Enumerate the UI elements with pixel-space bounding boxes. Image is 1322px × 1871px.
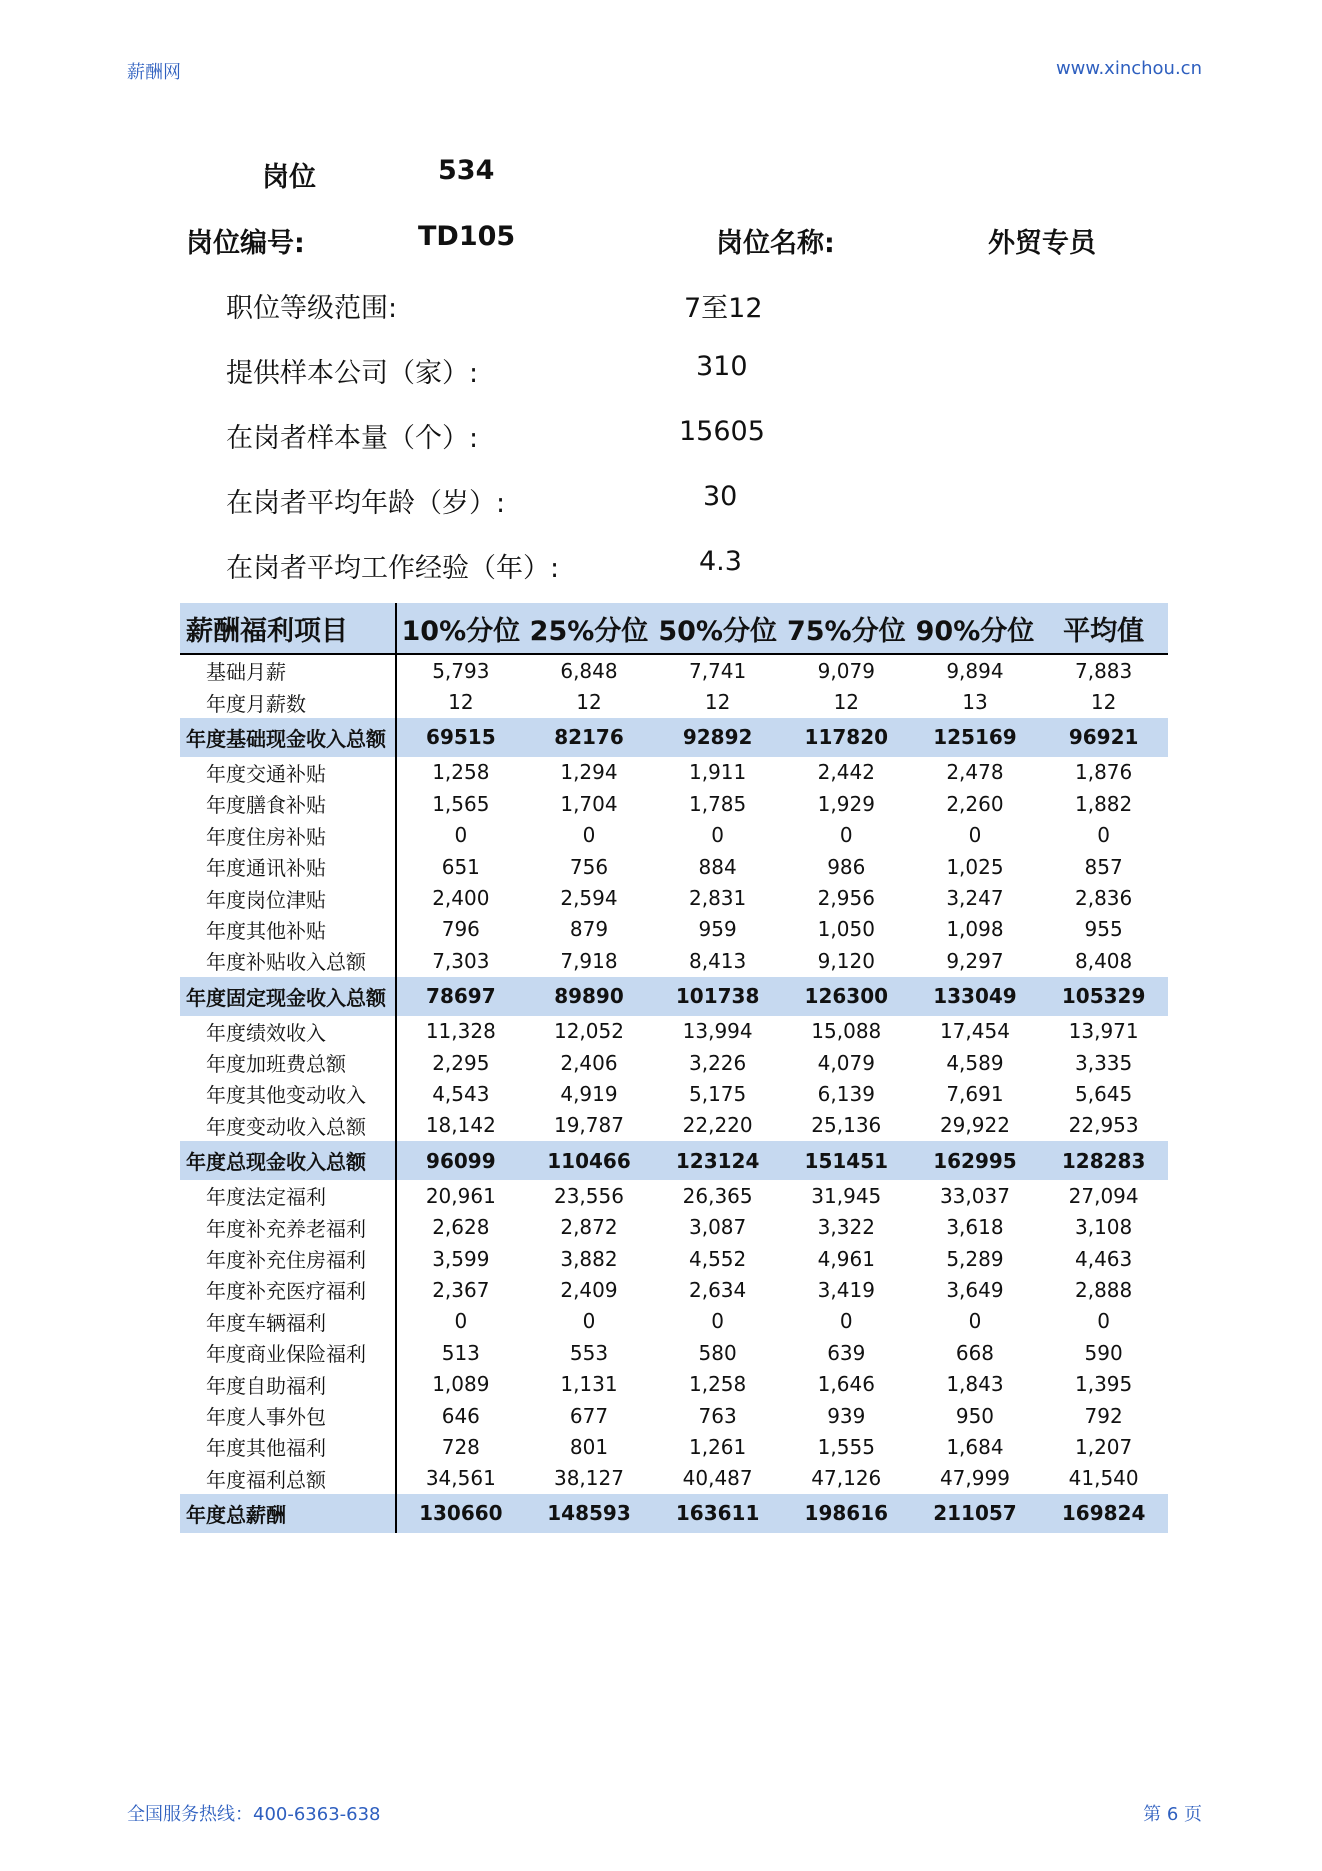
table-cell: 1,025 <box>946 854 1004 879</box>
table-cell: 2,409 <box>560 1277 618 1302</box>
table-cell: 857 <box>1084 854 1123 879</box>
table-cell: 5,645 <box>1075 1081 1133 1106</box>
average-age-value: 30 <box>703 481 738 512</box>
table-cell: 801 <box>569 1434 609 1459</box>
table-cell: 8,408 <box>1075 948 1133 973</box>
table-cell: 5,175 <box>689 1081 747 1106</box>
table-cell: 5,793 <box>432 658 490 683</box>
row-label: 年度月薪数 <box>180 686 396 717</box>
table-cell: 130660 <box>396 1494 525 1533</box>
table-cell: 950 <box>955 1403 995 1428</box>
table-cell: 1,294 <box>560 760 618 785</box>
average-age-label: 在岗者平均年龄（岁）: <box>226 488 506 519</box>
table-summary-row <box>180 718 1168 757</box>
table-cell: 6,848 <box>560 658 618 683</box>
table-summary-row <box>180 977 1168 1016</box>
service-hotline: 全国服务热线：400-6363-638 <box>127 1804 381 1825</box>
row-label: 年度福利总额 <box>180 1463 396 1494</box>
table-cell: 1,929 <box>817 791 875 816</box>
table-cell: 163611 <box>653 1494 782 1533</box>
table-body <box>180 654 1168 1533</box>
site-url[interactable]: www.xinchou.cn <box>1055 58 1202 79</box>
table-cell: 2,442 <box>817 760 875 785</box>
table-cell: 3,419 <box>817 1277 875 1302</box>
table-cell: 4,961 <box>817 1246 875 1271</box>
site-name: 薪酬网 <box>127 62 181 83</box>
table-cell: 7,741 <box>689 658 747 683</box>
row-label: 年度加班费总额 <box>180 1047 396 1078</box>
table-row <box>180 1110 1168 1141</box>
table-row <box>180 820 1168 851</box>
table-cell: 2,260 <box>946 791 1004 816</box>
table-row <box>180 1400 1168 1431</box>
table-cell: 0 <box>454 1309 468 1334</box>
table-cell: 3,226 <box>689 1050 747 1075</box>
grade-range-label: 职位等级范围: <box>226 293 398 324</box>
table-cell: 646 <box>441 1403 480 1428</box>
table-row <box>180 882 1168 913</box>
column-header-p25: 25%分位 <box>525 603 654 654</box>
table-cell: 796 <box>441 917 480 942</box>
table-cell: 6,139 <box>817 1081 875 1106</box>
row-label: 年度固定现金收入总额 <box>180 977 396 1016</box>
table-cell: 756 <box>569 854 609 879</box>
table-cell: 12 <box>833 690 860 715</box>
table-cell: 69515 <box>396 718 525 757</box>
table-cell: 40,487 <box>682 1466 753 1491</box>
table-cell: 22,953 <box>1068 1113 1139 1138</box>
table-cell: 169824 <box>1039 1494 1168 1533</box>
table-cell: 78697 <box>396 977 525 1016</box>
table-cell: 15,088 <box>811 1019 882 1044</box>
table-cell: 7,303 <box>432 948 490 973</box>
table-cell: 27,094 <box>1068 1183 1139 1208</box>
row-label: 年度交通补贴 <box>180 757 396 788</box>
table-cell: 1,555 <box>817 1434 875 1459</box>
table-row <box>180 1211 1168 1242</box>
post-label: 岗位 <box>262 162 316 193</box>
table-cell: 0 <box>582 1309 596 1334</box>
table-cell: 12 <box>448 690 474 715</box>
row-label: 年度补充医疗福利 <box>180 1274 396 1305</box>
table-cell: 96099 <box>396 1141 525 1180</box>
table-cell: 553 <box>569 1340 609 1365</box>
table-cell: 0 <box>968 1309 982 1334</box>
table-cell: 29,922 <box>939 1113 1010 1138</box>
table-cell: 639 <box>827 1340 866 1365</box>
average-experience-value: 4.3 <box>699 546 742 577</box>
table-cell: 13,971 <box>1068 1019 1139 1044</box>
table-row <box>180 654 1168 686</box>
column-header-average: 平均值 <box>1039 603 1168 654</box>
table-cell: 13,994 <box>682 1019 753 1044</box>
table-cell: 9,297 <box>946 948 1004 973</box>
table-cell: 792 <box>1084 1403 1123 1428</box>
table-cell: 162995 <box>911 1141 1040 1180</box>
table-cell: 96921 <box>1039 718 1168 757</box>
table-cell: 2,400 <box>432 886 490 911</box>
table-cell: 34,561 <box>425 1466 496 1491</box>
sample-companies-label: 提供样本公司（家）: <box>226 358 479 389</box>
table-cell: 1,261 <box>689 1434 747 1459</box>
table-cell: 128283 <box>1039 1141 1168 1180</box>
table-cell: 2,594 <box>560 886 618 911</box>
table-cell: 17,454 <box>939 1019 1010 1044</box>
table-cell: 1,876 <box>1075 760 1133 785</box>
table-row <box>180 945 1168 976</box>
table-cell: 151451 <box>782 1141 911 1180</box>
table-cell: 0 <box>839 1309 853 1334</box>
table-cell: 0 <box>711 823 724 848</box>
table-cell: 9,079 <box>817 658 875 683</box>
table-cell: 7,691 <box>946 1081 1004 1106</box>
row-label: 年度补充养老福利 <box>180 1211 396 1242</box>
table-cell: 651 <box>441 854 480 879</box>
table-cell: 1,098 <box>946 917 1004 942</box>
table-cell: 4,079 <box>817 1050 875 1075</box>
table-cell: 126300 <box>782 977 911 1016</box>
table-cell: 0 <box>454 823 468 848</box>
table-cell: 2,367 <box>432 1277 490 1302</box>
table-cell: 4,543 <box>432 1081 490 1106</box>
row-label: 年度岗位津贴 <box>180 882 396 913</box>
post-name-value: 外贸专员 <box>988 228 1096 259</box>
table-row <box>180 1016 1168 1047</box>
table-cell: 955 <box>1084 917 1123 942</box>
table-cell: 3,087 <box>689 1215 747 1240</box>
table-cell: 728 <box>441 1434 480 1459</box>
table-row <box>180 757 1168 788</box>
table-cell: 3,882 <box>560 1246 618 1271</box>
table-cell: 12,052 <box>553 1019 624 1044</box>
table-cell: 939 <box>827 1403 866 1428</box>
row-label: 年度法定福利 <box>180 1180 396 1211</box>
table-cell: 117820 <box>782 718 911 757</box>
table-cell: 2,295 <box>432 1050 490 1075</box>
table-row <box>180 1180 1168 1211</box>
table-cell: 148593 <box>525 1494 654 1533</box>
table-summary-row <box>180 1494 1168 1533</box>
sample-companies-value: 310 <box>696 351 748 382</box>
table-cell: 198616 <box>782 1494 911 1533</box>
table-row <box>180 1243 1168 1274</box>
table-cell: 123124 <box>653 1141 782 1180</box>
table-cell: 2,888 <box>1075 1277 1133 1302</box>
table-cell: 25,136 <box>811 1113 882 1138</box>
table-cell: 1,704 <box>560 791 618 816</box>
table-row <box>180 1463 1168 1494</box>
table-cell: 18,142 <box>425 1113 496 1138</box>
table-row <box>180 788 1168 819</box>
table-row <box>180 1337 1168 1368</box>
table-cell: 0 <box>582 823 596 848</box>
table-cell: 47,126 <box>811 1466 882 1491</box>
table-cell: 1,646 <box>817 1372 875 1397</box>
table-cell: 92892 <box>653 718 782 757</box>
table-cell: 986 <box>827 854 866 879</box>
row-label: 年度其他福利 <box>180 1431 396 1462</box>
table-cell: 2,836 <box>1075 886 1133 911</box>
table-cell: 959 <box>698 917 737 942</box>
table-cell: 4,919 <box>560 1081 618 1106</box>
table-cell: 9,120 <box>817 948 875 973</box>
table-cell: 1,089 <box>432 1372 490 1397</box>
table-cell: 3,108 <box>1075 1215 1133 1240</box>
row-label: 年度商业保险福利 <box>180 1337 396 1368</box>
table-cell: 3,247 <box>946 886 1004 911</box>
row-label: 年度其他补贴 <box>180 914 396 945</box>
table-cell: 1,843 <box>946 1372 1004 1397</box>
table-cell: 1,785 <box>689 791 747 816</box>
row-label: 年度总现金收入总额 <box>180 1141 396 1180</box>
table-row <box>180 1306 1168 1337</box>
column-header-item: 薪酬福利项目 <box>180 603 396 654</box>
table-cell: 677 <box>569 1403 609 1428</box>
table-cell: 1,911 <box>689 760 747 785</box>
table-cell: 12 <box>1090 690 1117 715</box>
table-cell: 110466 <box>525 1141 654 1180</box>
row-label: 年度基础现金收入总额 <box>180 718 396 757</box>
sample-size-label: 在岗者样本量（个）: <box>226 423 479 454</box>
table-cell: 1,258 <box>689 1372 747 1397</box>
table-cell: 82176 <box>525 718 654 757</box>
table-cell: 4,463 <box>1075 1246 1133 1271</box>
table-cell: 2,634 <box>689 1277 747 1302</box>
table-cell: 1,050 <box>817 917 875 942</box>
table-cell: 2,831 <box>689 886 747 911</box>
table-cell: 22,220 <box>682 1113 753 1138</box>
post-name-label: 岗位名称: <box>716 228 835 259</box>
table-cell: 1,882 <box>1075 791 1133 816</box>
table-cell: 3,335 <box>1075 1050 1133 1075</box>
table-cell: 211057 <box>911 1494 1040 1533</box>
table-cell: 3,322 <box>817 1215 875 1240</box>
table-row <box>180 1047 1168 1078</box>
table-cell: 884 <box>698 854 737 879</box>
column-header-p10: 10%分位 <box>396 603 525 654</box>
table-cell: 879 <box>569 917 609 942</box>
table-cell: 26,365 <box>682 1183 753 1208</box>
table-cell: 580 <box>698 1340 737 1365</box>
row-label: 年度补充住房福利 <box>180 1243 396 1274</box>
sample-size-value: 15605 <box>679 416 765 447</box>
page-number: 第 6 页 <box>1143 1804 1202 1825</box>
table-cell: 9,894 <box>946 658 1004 683</box>
table-row <box>180 851 1168 882</box>
column-header-p90: 90%分位 <box>911 603 1040 654</box>
table-cell: 33,037 <box>939 1183 1010 1208</box>
table-cell: 23,556 <box>553 1183 624 1208</box>
grade-range-value: 7至12 <box>684 293 763 324</box>
table-cell: 763 <box>698 1403 737 1428</box>
table-cell: 1,258 <box>432 760 490 785</box>
row-label: 年度车辆福利 <box>180 1306 396 1337</box>
table-cell: 12 <box>576 690 602 715</box>
table-cell: 4,589 <box>946 1050 1004 1075</box>
post-value: 534 <box>438 155 495 186</box>
table-cell: 1,131 <box>560 1372 618 1397</box>
table-cell: 3,649 <box>946 1277 1004 1302</box>
table-cell: 0 <box>1097 1309 1110 1334</box>
table-cell: 12 <box>704 690 731 715</box>
table-cell: 31,945 <box>811 1183 882 1208</box>
post-code-value: TD105 <box>418 221 516 252</box>
row-label: 年度通讯补贴 <box>180 851 396 882</box>
table-cell: 13 <box>962 690 988 715</box>
table-cell: 47,999 <box>939 1466 1010 1491</box>
table-cell: 590 <box>1084 1340 1123 1365</box>
table-cell: 101738 <box>653 977 782 1016</box>
row-label: 年度自助福利 <box>180 1368 396 1399</box>
table-cell: 1,395 <box>1075 1372 1133 1397</box>
column-header-p75: 75%分位 <box>782 603 911 654</box>
row-label: 年度住房补贴 <box>180 820 396 851</box>
table-cell: 3,618 <box>946 1215 1004 1240</box>
table-cell: 7,918 <box>560 948 618 973</box>
table-cell: 7,883 <box>1075 658 1133 683</box>
row-label: 年度绩效收入 <box>180 1016 396 1047</box>
table-cell: 2,478 <box>946 760 1004 785</box>
table-cell: 0 <box>711 1309 724 1334</box>
table-cell: 0 <box>1097 823 1110 848</box>
table-row <box>180 1368 1168 1399</box>
post-code-label: 岗位编号: <box>186 228 305 259</box>
row-label: 年度变动收入总额 <box>180 1110 396 1141</box>
table-cell: 2,406 <box>560 1050 618 1075</box>
table-cell: 4,552 <box>689 1246 747 1271</box>
row-label: 年度总薪酬 <box>180 1494 396 1533</box>
row-label: 年度膳食补贴 <box>180 788 396 819</box>
table-cell: 2,628 <box>432 1215 490 1240</box>
average-experience-label: 在岗者平均工作经验（年）: <box>226 553 560 584</box>
column-header-p50: 50%分位 <box>653 603 782 654</box>
table-cell: 0 <box>968 823 982 848</box>
table-row <box>180 1078 1168 1109</box>
compensation-table <box>180 603 1168 1533</box>
row-label: 年度人事外包 <box>180 1400 396 1431</box>
table-cell: 668 <box>955 1340 995 1365</box>
table-cell: 2,872 <box>560 1215 618 1240</box>
table-cell: 0 <box>839 823 853 848</box>
table-cell: 105329 <box>1039 977 1168 1016</box>
table-cell: 513 <box>441 1340 480 1365</box>
table-cell: 11,328 <box>425 1019 496 1044</box>
table-cell: 19,787 <box>553 1113 624 1138</box>
table-row <box>180 686 1168 717</box>
table-cell: 1,684 <box>946 1434 1004 1459</box>
row-label: 年度其他变动收入 <box>180 1078 396 1109</box>
table-row <box>180 914 1168 945</box>
table-summary-row <box>180 1141 1168 1180</box>
table-row <box>180 1274 1168 1305</box>
table-cell: 133049 <box>911 977 1040 1016</box>
table-cell: 38,127 <box>553 1466 624 1491</box>
table-cell: 1,565 <box>432 791 490 816</box>
table-cell: 1,207 <box>1075 1434 1133 1459</box>
table-cell: 125169 <box>911 718 1040 757</box>
table-row <box>180 1431 1168 1462</box>
table-cell: 8,413 <box>689 948 747 973</box>
table-cell: 5,289 <box>946 1246 1004 1271</box>
table-cell: 3,599 <box>432 1246 490 1271</box>
row-label: 年度补贴收入总额 <box>180 945 396 976</box>
table-cell: 20,961 <box>425 1183 496 1208</box>
table-cell: 89890 <box>525 977 654 1016</box>
table-header-row <box>180 603 1168 654</box>
table-cell: 41,540 <box>1068 1466 1139 1491</box>
row-label: 基础月薪 <box>180 654 396 686</box>
table-cell: 2,956 <box>817 886 875 911</box>
